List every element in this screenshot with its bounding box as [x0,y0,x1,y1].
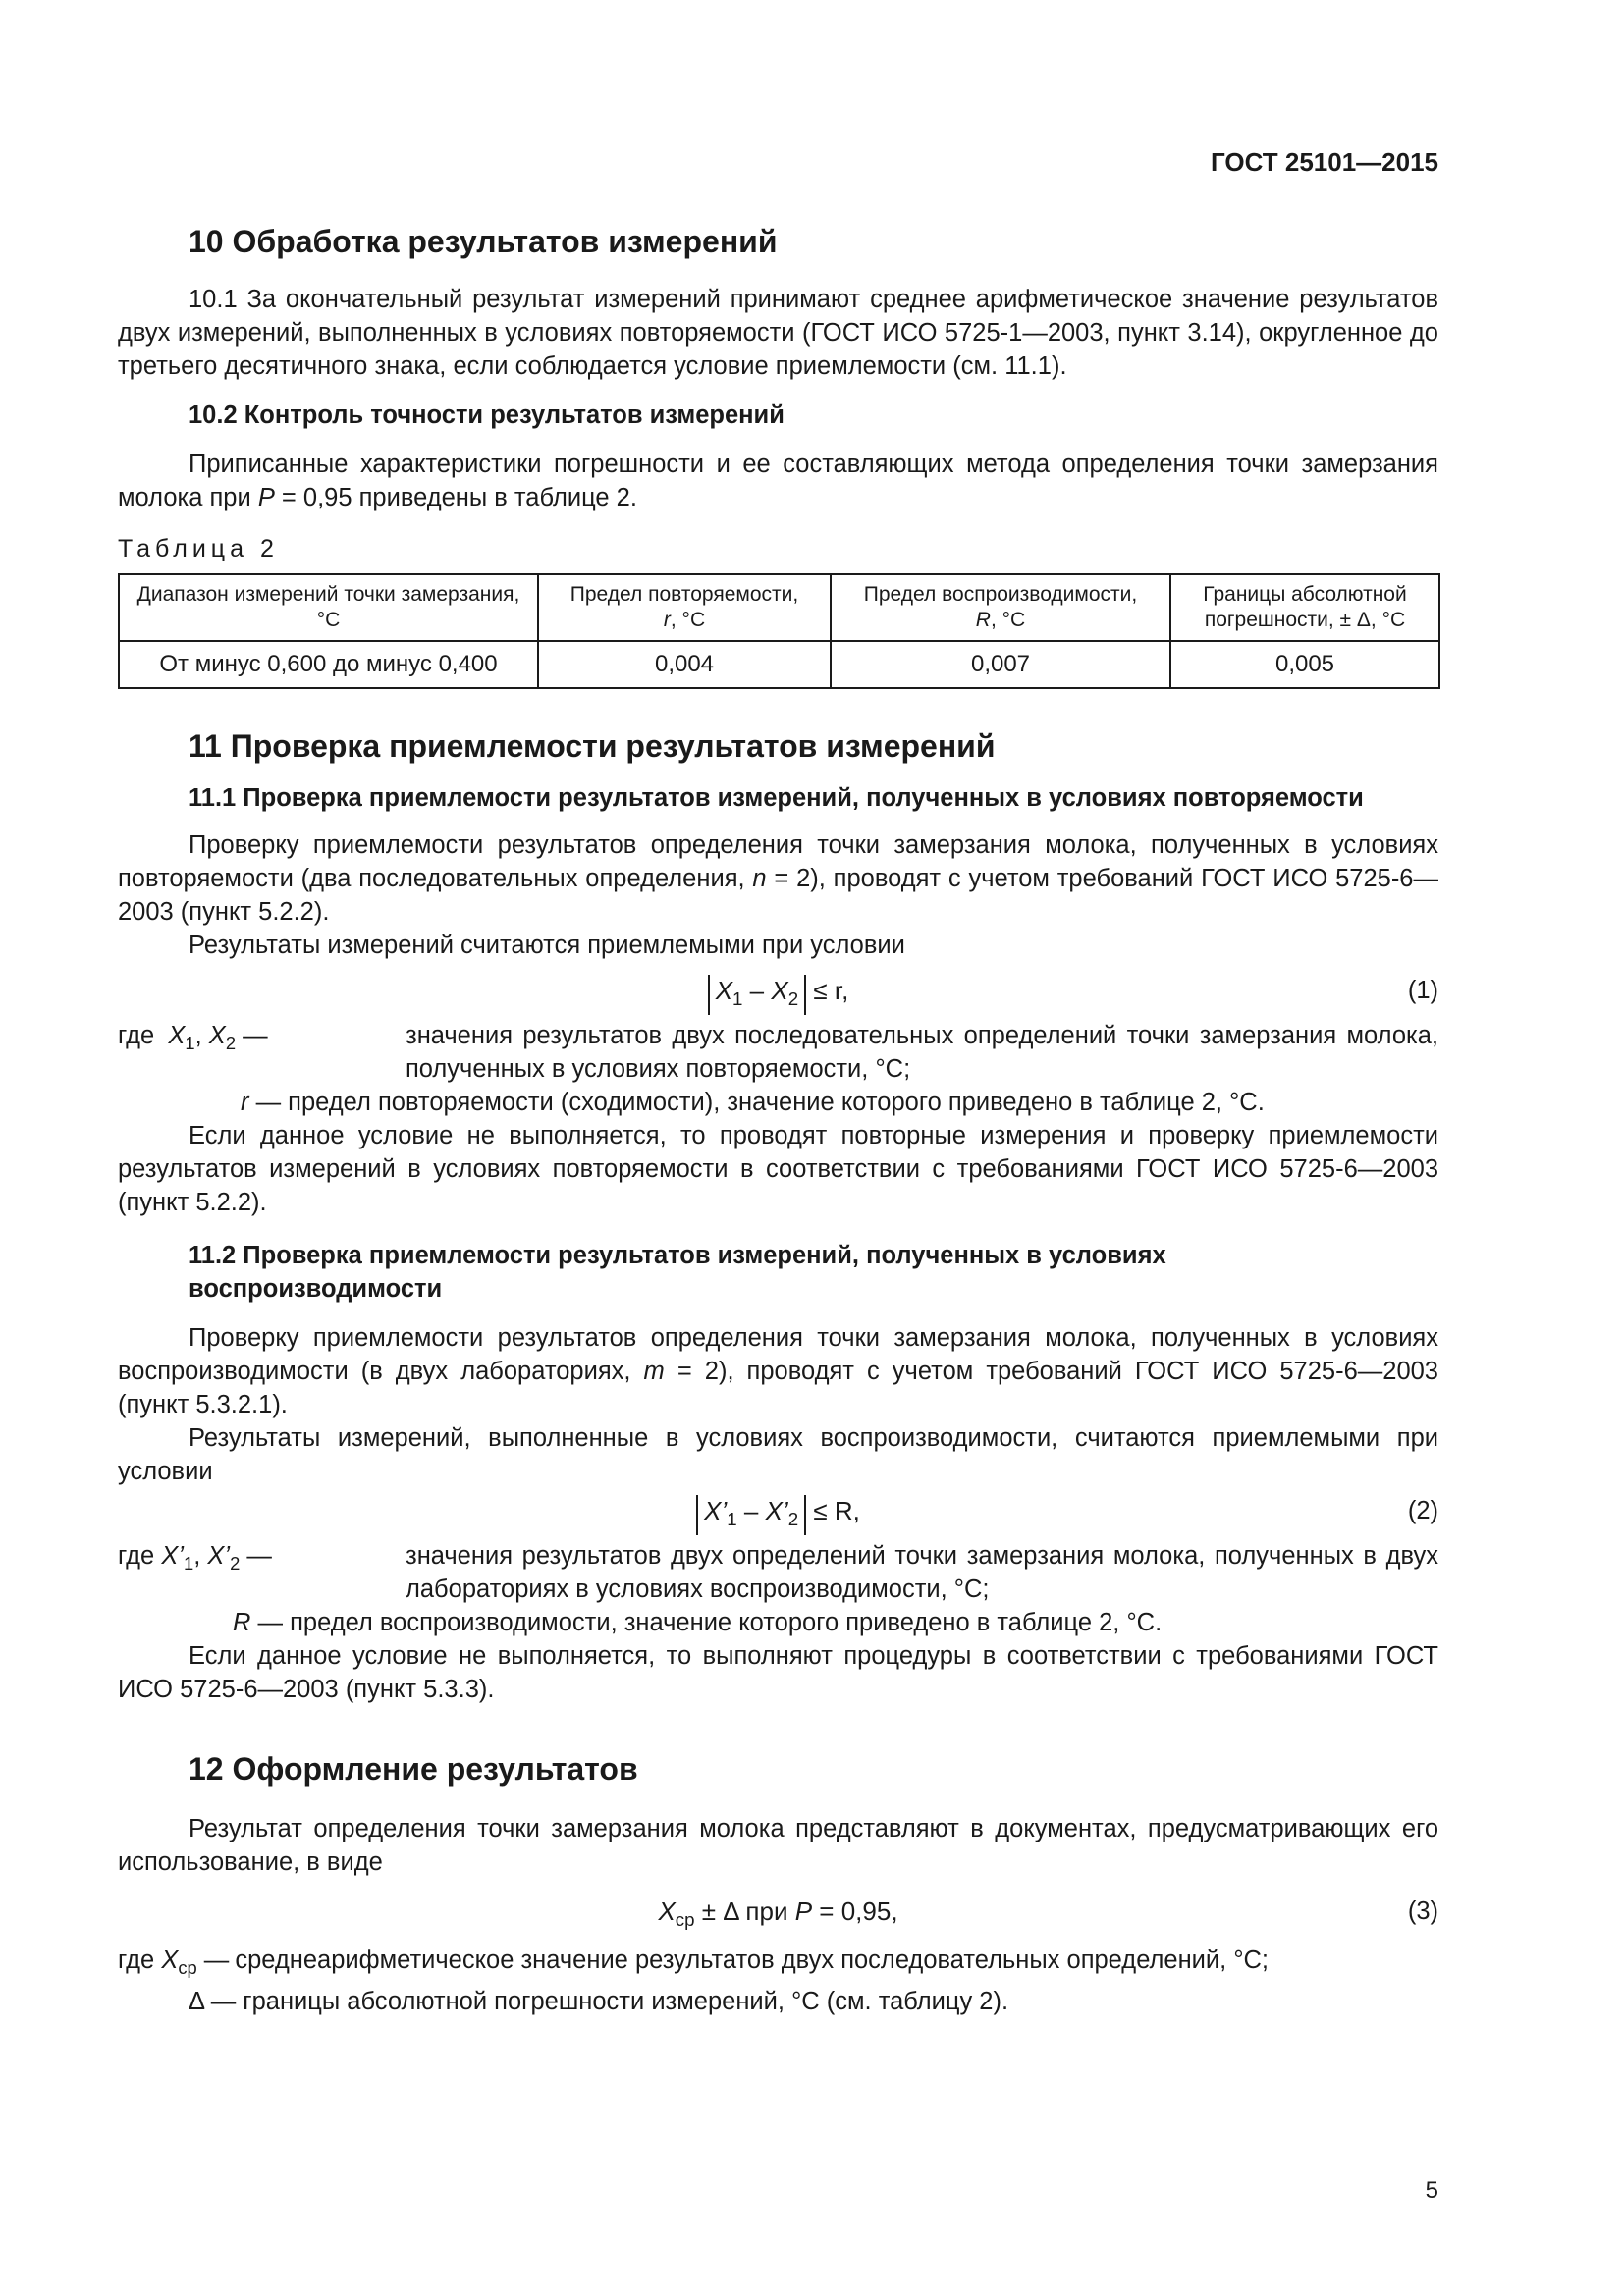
where-label: где $X_{ср}$ — [118,1947,230,1979]
table-cell: От минус 0,600 до минус 0,400 [119,641,538,688]
definition-delta: Δ — границы абсолютной погрешности измерений, °С (см. таблицу 2). [189,1988,1009,2016]
table-2 [118,573,1440,689]
formula-2 [118,1488,1438,1533]
where-label: где $X’_1$, $X’_2$ — [118,1542,272,1575]
where-text: среднеарифметическое значение результатов двух последовательных определений, °С; [235,1947,1270,1974]
paragraph-10-2: Приписанные характеристики погрешности и ее составляющих метода определения точки замерзания молока при P = 0,95 приведены в таблице 2. [118,451,1438,511]
table-header-repeatability: Предел повторяемости, r, °С [538,574,831,641]
formula-3 [118,1889,1438,1934]
page-number: 5 [1425,2177,1438,2204]
where-text: значения результатов двух последовательных определений точки замерзания молока, полученных в условиях повторяемости, °С; [406,1022,1438,1083]
definition-r: r — предел повторяемости (сходимости), значение которого приведено в таблице 2, °С. [241,1089,1265,1116]
table-cell: 0,005 [1170,641,1439,688]
paragraph-10-1: 10.1 За окончательный результат измерений принимают среднее арифметическое значение результатов двух измерений, выполненных в условиях повторяемости (ГОСТ ИСО 5725-1—2003, пункт 3.14), округленное до третьего десятичного знака, если соблюдается условие приемлемости (см. 11.1). [118,286,1438,380]
document-body [118,222,1438,2018]
paragraph-12: Результат определения точки замерзания молока представляют в документах, предусматривающих его использование, в виде [118,1815,1438,1876]
paragraph-11-1-fallback: Если данное условие не выполняется, то проводят повторные измерения и проверку приемлемости результатов измерений в условиях повторяемости в соответствии с требованиями ГОСТ ИСО 5725-6—2003 (пункт 5.2.2). [118,1122,1438,1216]
table-header-error-bounds: Границы абсолютной погрешности, ± Δ, °С [1170,574,1439,641]
table-row [119,641,1439,688]
formula-2-number: (2) [1407,1497,1438,1524]
section-11-1-title: 11.1 Проверка приемлемости результатов измерений, полученных в условиях повторяемости [189,784,1364,812]
section-12-title: 12 Оформление результатов [189,1751,638,1787]
definition-R: R — предел воспроизводимости, значение которого приведено в таблице 2, °С. [233,1609,1163,1636]
where-text: значения результатов двух определений точки замерзания молока, полученных в двух лабораториях в условиях воспроизводимости, °С; [406,1542,1438,1603]
table-header-row [119,574,1439,641]
formula-1 [118,968,1438,1013]
table-header-range: Диапазон измерений точки замерзания, °С [119,574,538,641]
table-cell: 0,004 [538,641,831,688]
where-clause-3 [118,1944,1438,1985]
paragraph-11-1-condition: Результаты измерений считаются приемлемыми при условии [189,932,905,959]
where-clause-1 [118,1019,1438,1086]
document-page [118,0,1438,2296]
formula-2-expression: $X’_1$ – $X’_2 \le R$, [118,1488,1438,1535]
formula-3-number: (3) [1407,1897,1438,1925]
document-code: ГОСТ 25101—2015 [1211,147,1438,177]
where-clause-2 [118,1539,1438,1606]
section-11-title: 11 Проверка приемлемости результатов измерений [189,728,996,764]
table-cell: 0,007 [831,641,1170,688]
where-label: где $X_1$, $X_2$ — [118,1022,268,1054]
paragraph-11-1: Проверку приемлемости результатов определения точки замерзания молока, полученных в условиях повторяемости (два последовательных определения, n = 2), проводят с учетом требований ГОСТ ИСО 5725-6—2003 (пункт 5.2.2). [118,831,1438,926]
formula-3-expression: $X_{ср} \pm \Delta$ при P = 0,95, [658,1896,898,1931]
paragraph-11-2: Проверку приемлемости результатов определения точки замерзания молока, полученных в условиях воспроизводимости (в двух лабораториях, m = 2), проводят с учетом требований ГОСТ ИСО 5725-6—2003 (пункт 5.3.2.1). [118,1324,1438,1418]
formula-1-expression: $X_1 - X_2 \le r$, [118,968,1438,1015]
paragraph-11-2-fallback: Если данное условие не выполняется, то выполняют процедуры в соответствии с требованиями ГОСТ ИСО 5725-6—2003 (пункт 5.3.3). [118,1642,1438,1703]
formula-1-number: (1) [1407,977,1438,1004]
table-header-reproducibility: Предел воспроизводимости, R, °С [831,574,1170,641]
section-10-title: 10 Обработка результатов измерений [189,224,778,259]
table-label: Таблица 2 [118,535,279,562]
paragraph-11-2-condition: Результаты измерений, выполненные в условиях воспроизводимости, считаются приемлемыми при условии [118,1424,1438,1485]
section-10-2-title: 10.2 Контроль точности результатов измерений [189,401,785,429]
section-11-2-title: 11.2 Проверка приемлемости результатов измерений, полученных в условиях воспроизводимости [189,1242,1166,1303]
